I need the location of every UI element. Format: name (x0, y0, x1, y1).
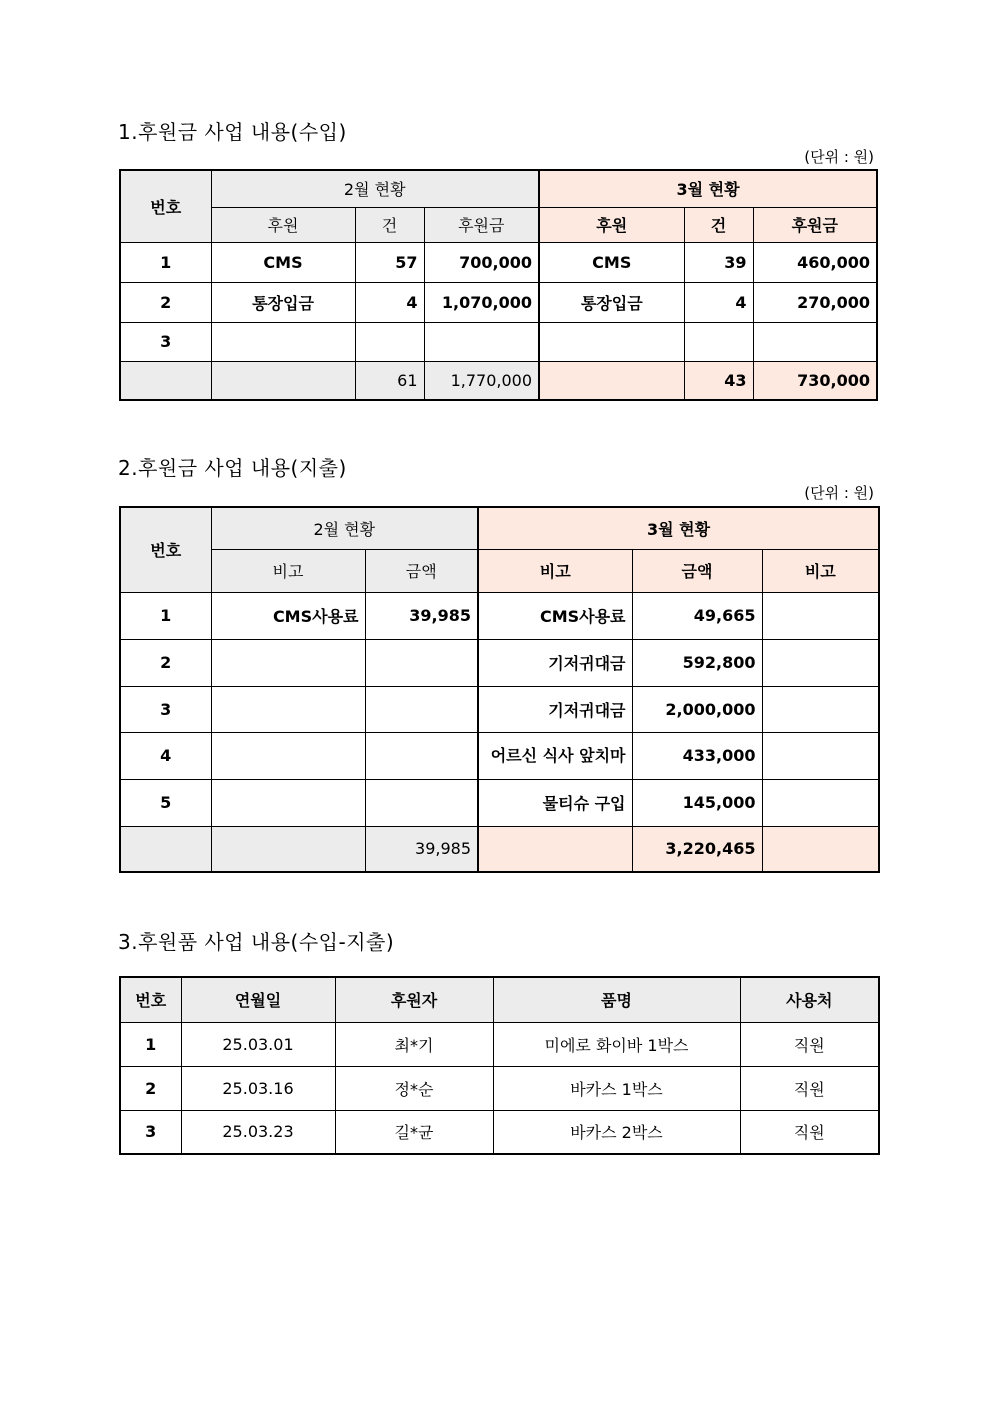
row-no: 3 (120, 1110, 181, 1154)
row-use: 직원 (740, 1110, 879, 1154)
subheader-feb-amount: 금액 (365, 549, 478, 592)
subheader-feb-note: 비고 (211, 549, 365, 592)
total-mar-donor-cell (539, 361, 684, 400)
total-no-cell (120, 361, 211, 400)
feb-donor: 통장입금 (211, 282, 355, 322)
row-use: 직원 (740, 1066, 879, 1110)
row-donor: 최*기 (335, 1022, 493, 1066)
header-no: 번호 (120, 977, 181, 1022)
subheader-feb-count: 건 (355, 207, 424, 242)
feb-count: 4 (355, 282, 424, 322)
row-date: 25.03.23 (181, 1110, 335, 1154)
mar-remark (762, 592, 879, 639)
table-row (120, 686, 879, 732)
row-no: 1 (120, 592, 211, 639)
mar-amount: 460,000 (753, 242, 877, 282)
income-table (119, 169, 878, 401)
row-item: 미에로 화이바 1박스 (493, 1022, 740, 1066)
feb-amount (365, 686, 478, 732)
mar-amount (753, 322, 877, 361)
mar-remark (762, 779, 879, 826)
subheader-mar-count: 건 (684, 207, 753, 242)
total-mar-amount: 3,220,465 (632, 826, 762, 872)
row-donor: 정*순 (335, 1066, 493, 1110)
mar-note: 기저귀대금 (478, 639, 632, 686)
mar-amount: 49,665 (632, 592, 762, 639)
section1-title: 1.후원금 사업 내용(수입) (118, 120, 347, 144)
header-feb: 2월 현황 (211, 507, 478, 549)
mar-note: 어르신 식사 앞치마 (478, 732, 632, 779)
feb-amount: 700,000 (424, 242, 539, 282)
mar-count: 39 (684, 242, 753, 282)
subheader-mar-note: 비고 (478, 549, 632, 592)
mar-amount: 270,000 (753, 282, 877, 322)
mar-count: 4 (684, 282, 753, 322)
mar-remark (762, 639, 879, 686)
feb-count: 57 (355, 242, 424, 282)
expense-table (119, 506, 880, 873)
total-row (120, 826, 879, 872)
feb-note (211, 779, 365, 826)
mar-donor: CMS (539, 242, 684, 282)
row-no: 4 (120, 732, 211, 779)
row-item: 바카스 1박스 (493, 1066, 740, 1110)
feb-note (211, 639, 365, 686)
subheader-mar-amount: 금액 (632, 549, 762, 592)
row-use: 직원 (740, 1022, 879, 1066)
total-mar-note-cell (478, 826, 632, 872)
total-feb-count: 61 (355, 361, 424, 400)
table-row (120, 242, 877, 282)
subheader-mar-remark: 비고 (762, 549, 879, 592)
mar-amount: 433,000 (632, 732, 762, 779)
mar-amount: 592,800 (632, 639, 762, 686)
section2-unit: (단위 : 원) (804, 484, 874, 502)
row-item: 바카스 2박스 (493, 1110, 740, 1154)
header-date: 연월일 (181, 977, 335, 1022)
row-no: 3 (120, 322, 211, 361)
subheader-mar-amount: 후원금 (753, 207, 877, 242)
header-no: 번호 (120, 170, 211, 242)
feb-note: CMS사용료 (211, 592, 365, 639)
mar-note: 기저귀대금 (478, 686, 632, 732)
row-no: 1 (120, 1022, 181, 1066)
mar-note: 물티슈 구입 (478, 779, 632, 826)
header-mar: 3월 현황 (539, 170, 877, 207)
feb-note (211, 686, 365, 732)
row-donor: 길*균 (335, 1110, 493, 1154)
table-row (120, 282, 877, 322)
total-mar-remark-cell (762, 826, 879, 872)
subheader-feb-donor: 후원 (211, 207, 355, 242)
table-row (120, 1066, 879, 1110)
feb-donor: CMS (211, 242, 355, 282)
mar-remark (762, 686, 879, 732)
feb-donor (211, 322, 355, 361)
total-feb-amount: 1,770,000 (424, 361, 539, 400)
subheader-mar-donor: 후원 (539, 207, 684, 242)
row-no: 2 (120, 639, 211, 686)
table-row (120, 322, 877, 361)
mar-donor (539, 322, 684, 361)
feb-note (211, 732, 365, 779)
table-row (120, 1022, 879, 1066)
feb-count (355, 322, 424, 361)
mar-donor: 통장입금 (539, 282, 684, 322)
table-row (120, 732, 879, 779)
table-row (120, 639, 879, 686)
total-mar-count: 43 (684, 361, 753, 400)
header-feb: 2월 현황 (211, 170, 539, 207)
row-no: 2 (120, 1066, 181, 1110)
header-mar: 3월 현황 (478, 507, 879, 549)
table-row (120, 592, 879, 639)
mar-amount: 145,000 (632, 779, 762, 826)
mar-count (684, 322, 753, 361)
header-use: 사용처 (740, 977, 879, 1022)
feb-amount: 1,070,000 (424, 282, 539, 322)
mar-note: CMS사용료 (478, 592, 632, 639)
goods-table (119, 976, 880, 1155)
section2-title: 2.후원금 사업 내용(지출) (118, 456, 347, 480)
row-no: 3 (120, 686, 211, 732)
table-row (120, 1110, 879, 1154)
row-date: 25.03.01 (181, 1022, 335, 1066)
feb-amount (365, 732, 478, 779)
mar-remark (762, 732, 879, 779)
total-mar-amount: 730,000 (753, 361, 877, 400)
feb-amount: 39,985 (365, 592, 478, 639)
subheader-feb-amount: 후원금 (424, 207, 539, 242)
total-feb-donor-cell (211, 361, 355, 400)
header-donor: 후원자 (335, 977, 493, 1022)
total-row (120, 361, 877, 400)
feb-amount (365, 639, 478, 686)
feb-amount (365, 779, 478, 826)
header-no: 번호 (120, 507, 211, 592)
total-feb-note-cell (211, 826, 365, 872)
row-date: 25.03.16 (181, 1066, 335, 1110)
row-no: 2 (120, 282, 211, 322)
total-feb-amount: 39,985 (365, 826, 478, 872)
feb-amount (424, 322, 539, 361)
row-no: 5 (120, 779, 211, 826)
total-no-cell (120, 826, 211, 872)
header-item: 품명 (493, 977, 740, 1022)
row-no: 1 (120, 242, 211, 282)
section3-title: 3.후원품 사업 내용(수입-지출) (118, 930, 395, 954)
mar-amount: 2,000,000 (632, 686, 762, 732)
section1-unit: (단위 : 원) (804, 148, 874, 166)
table-row (120, 779, 879, 826)
